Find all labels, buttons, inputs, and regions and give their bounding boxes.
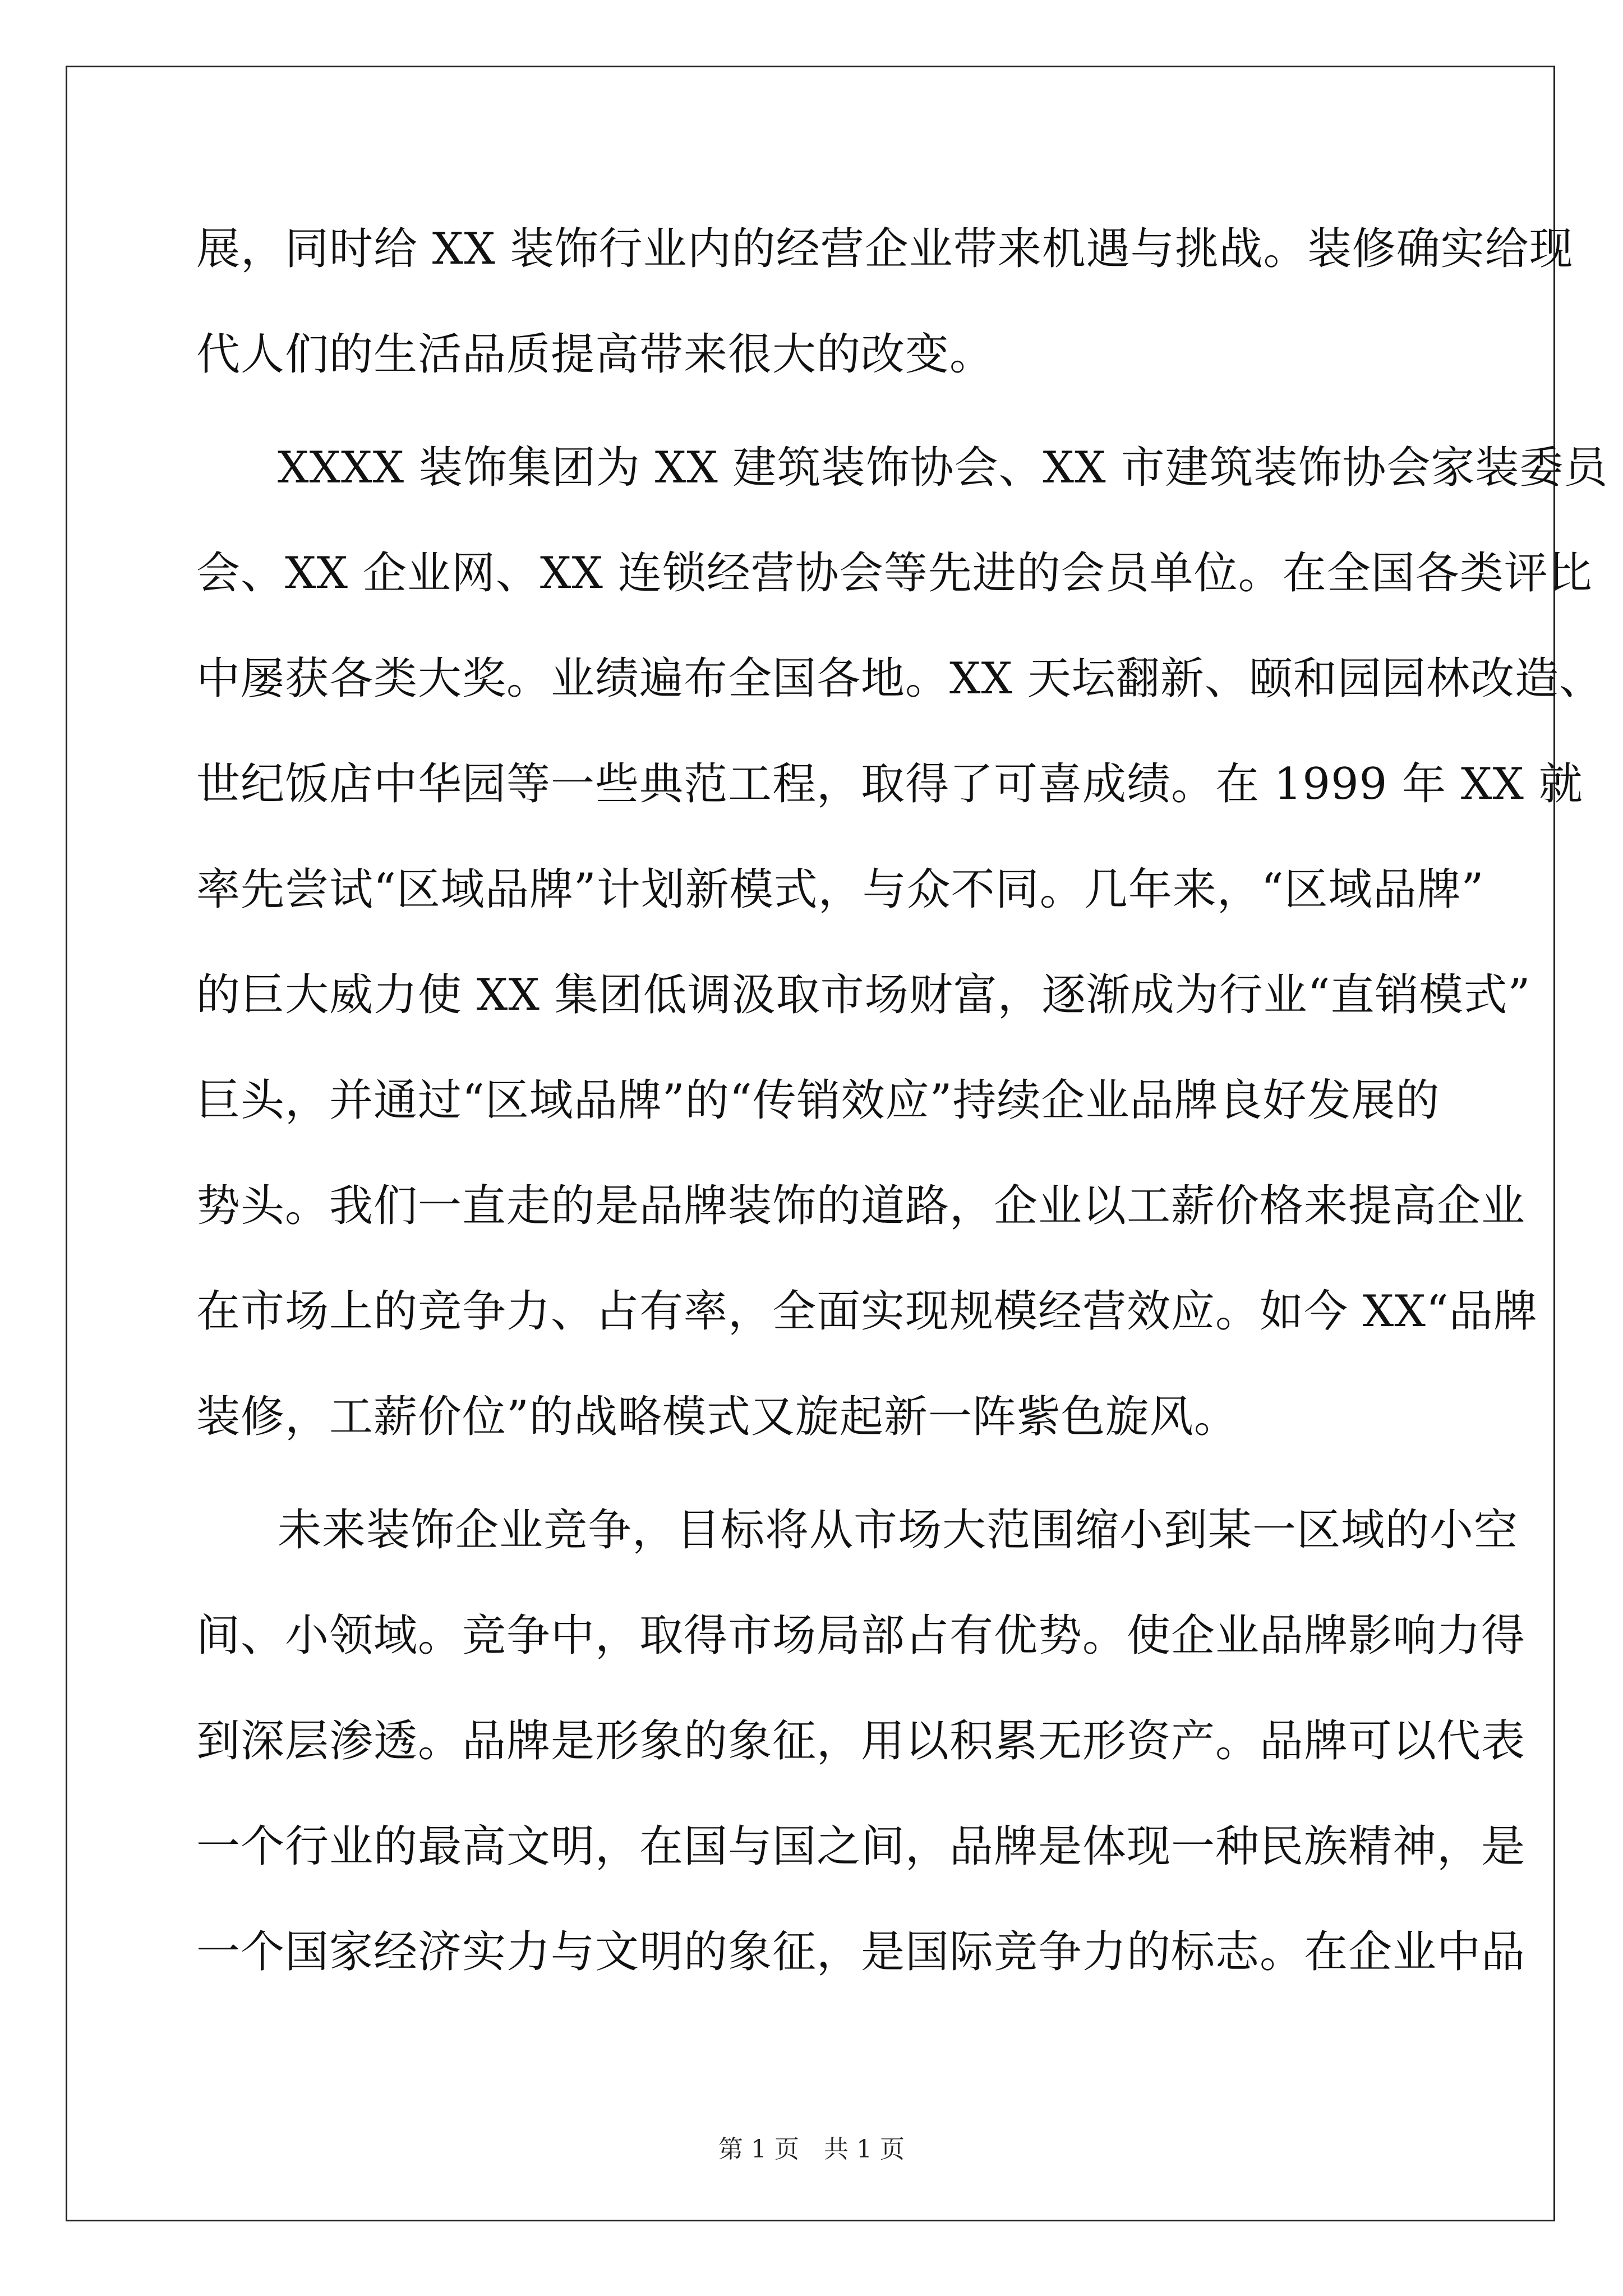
text-line: 会、XX 企业网、XX 连锁经营协会等先进的会员单位。在全国各类评比 [196,548,1593,599]
text-line: 代人们的生活品质提高带来很大的改变。 [196,329,994,380]
text-line: 势头。我们一直走的是品牌装饰的道路，企业以工薪价格来提高企业 [196,1181,1526,1231]
text-line: 中屡获各类大奖。业绩遍布全国各地。XX 天坛翻新、颐和园园林改造、 [196,654,1603,704]
text-line: XXXX 装饰集团为 XX 建筑装饰协会、XX 市建筑装饰协会家装委员 [278,443,1608,493]
text-line: 未来装饰企业竞争，目标将从市场大范围缩小到某一区域的小空 [278,1505,1519,1556]
text-line: 率先尝试“区域品牌”计划新模式，与众不同。几年来，“区域品牌” [196,864,1484,915]
text-line: 一个行业的最高文明，在国与国之间，品牌是体现一种民族精神，是 [196,1821,1526,1872]
text-line: 一个国家经济实力与文明的象征，是国际竞争力的标志。在企业中品 [196,1927,1526,1977]
text-line: 巨头，并通过“区域品牌”的“传销效应”持续企业品牌良好发展的 [196,1075,1440,1126]
text-line: 展，同时给 XX 装饰行业内的经营企业带来机遇与挑战。装修确实给现 [196,224,1574,274]
text-line: 的巨大威力使 XX 集团低调汲取市场财富，逐渐成为行业“直销模式” [196,970,1531,1020]
text-line: 装修，工薪价位”的战略模式又旋起新一阵紫色旋风。 [196,1392,1238,1442]
text-line: 世纪饭店中华园等一些典范工程，取得了可喜成绩。在 1999 年 XX 就 [196,759,1583,809]
paragraph-2 [196,415,1608,1470]
document-body [196,196,1608,2005]
page-number-label: 第 1 页 共 1 页 [718,2135,905,2164]
text-line: 到深层渗透。品牌是形象的象征，用以积累无形资产。品牌可以代表 [196,1716,1526,1766]
page-footer [0,2129,1623,2165]
text-line: 间、小领域。竞争中，取得市场局部占有优势。使企业品牌影响力得 [196,1611,1526,1661]
paragraph-3 [196,1478,1526,2005]
text-line: 在市场上的竞争力、占有率，全面实现规模经营效应。如今 XX“品牌 [196,1286,1538,1337]
paragraph-1 [196,196,1574,407]
